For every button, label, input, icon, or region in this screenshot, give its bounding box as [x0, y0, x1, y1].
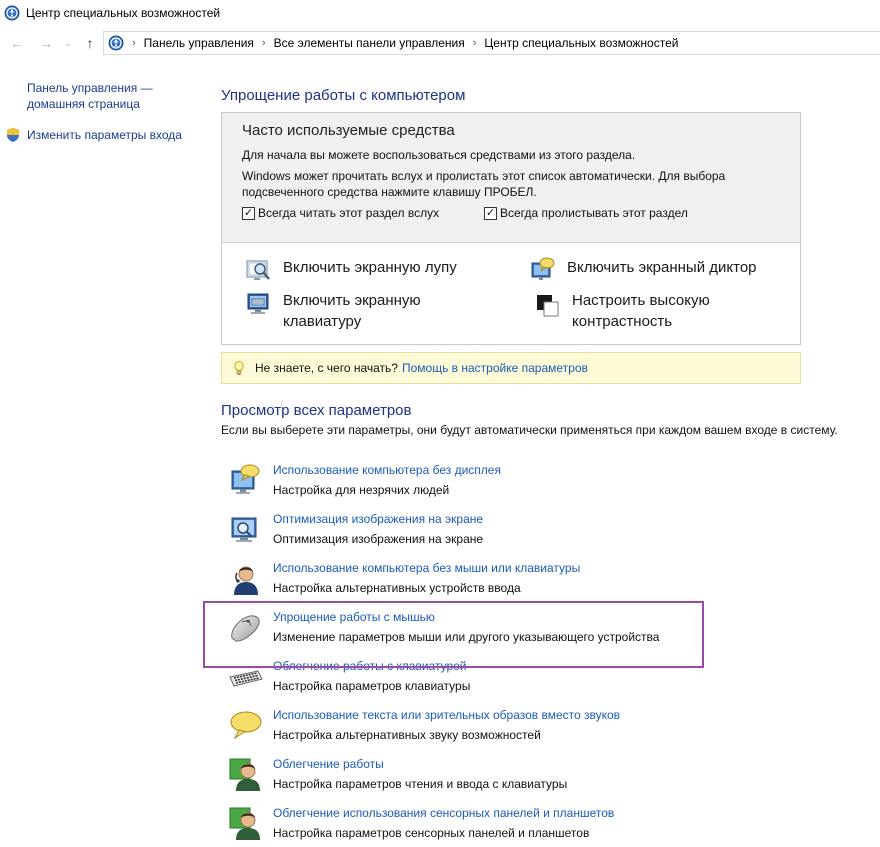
- always-read-checkbox[interactable]: [242, 206, 439, 220]
- help-tip-bar: [221, 352, 801, 384]
- high-contrast-label-line1[interactable]: Настроить высокую: [572, 292, 710, 309]
- accessibility-center-icon: [4, 5, 20, 21]
- breadcrumb-all-items[interactable]: Все элементы панели управления: [273, 36, 465, 50]
- easier-to-focus-description: Настройка параметров чтения и ввода с клавиатуры: [273, 777, 568, 791]
- quick-access-note-line1: Windows может прочитать вслух и пролистать этот список автоматически. Для выбора: [242, 169, 726, 183]
- text-instead-of-sounds-description: Настройка альтернативных звуку возможностей: [273, 728, 541, 742]
- always-scroll-label[interactable]: Всегда пролистывать этот раздел: [500, 206, 688, 220]
- high-contrast-label-line2[interactable]: контрастность: [572, 313, 673, 330]
- list-item-without-mouse-keyboard[interactable]: [228, 561, 828, 605]
- accessibility-center-icon: [108, 35, 124, 51]
- change-login-settings-link[interactable]: Изменить параметры входа: [27, 128, 182, 142]
- touch-tablets-link[interactable]: Облегчение использования сенсорных панелей и планшетов: [273, 806, 615, 820]
- display-magnify-icon[interactable]: [228, 512, 264, 548]
- quick-access-title: Часто используемые средства: [242, 122, 455, 139]
- mouse-settings-description: Изменение параметров мыши или другого указывающего устройства: [273, 630, 660, 644]
- keyboard-settings-description: Настройка параметров клавиатуры: [273, 679, 471, 693]
- up-arrow-icon[interactable]: ↑: [86, 35, 94, 51]
- breadcrumb-control-panel[interactable]: Панель управления: [143, 36, 254, 50]
- start-magnifier-button[interactable]: [245, 257, 457, 285]
- high-contrast-icon[interactable]: [534, 290, 562, 318]
- uac-shield-icon: [5, 127, 21, 143]
- set-up-high-contrast-button[interactable]: [534, 290, 710, 332]
- easier-to-see-description: Оптимизация изображения на экране: [273, 532, 484, 546]
- list-item-text-instead-of-sounds[interactable]: [228, 708, 828, 752]
- back-arrow-icon[interactable]: ←: [10, 35, 24, 51]
- breadcrumb-separator-icon[interactable]: ›: [261, 37, 266, 49]
- list-item-touch-tablets[interactable]: [228, 806, 828, 847]
- control-panel-home-link-line1[interactable]: Панель управления —: [27, 81, 153, 95]
- touch-tablets-description: Настройка параметров сенсорных панелей и планшетов: [273, 826, 590, 840]
- quick-access-intro: Для начала вы можете воспользоваться средствами из этого раздела.: [242, 148, 636, 162]
- help-settings-link[interactable]: Помощь в настройке параметров: [401, 361, 588, 375]
- navigation-bar: [0, 30, 880, 56]
- checkmark-icon[interactable]: ✓: [243, 206, 254, 219]
- without-mouse-keyboard-description: Настройка альтернативных устройств ввода: [273, 581, 521, 595]
- mouse-settings-link[interactable]: Упрощение работы с мышью: [273, 610, 435, 624]
- control-panel-home-link-line2[interactable]: домашняя страница: [27, 97, 140, 111]
- list-item-easier-to-see[interactable]: [228, 512, 828, 556]
- on-screen-keyboard-icon[interactable]: [245, 290, 273, 318]
- speech-bubble-icon[interactable]: [228, 708, 264, 744]
- quick-access-tools-panel: [221, 112, 801, 345]
- address-bar[interactable]: [103, 31, 880, 55]
- start-narrator-label[interactable]: Включить экранный диктор: [567, 259, 757, 276]
- always-read-label[interactable]: Всегда читать этот раздел вслух: [258, 206, 440, 220]
- checkmark-icon[interactable]: ✓: [485, 206, 496, 219]
- easier-to-see-link[interactable]: Оптимизация изображения на экране: [273, 512, 484, 526]
- list-item-without-display[interactable]: [228, 463, 828, 507]
- osk-label-line1[interactable]: Включить экранную: [283, 292, 421, 309]
- without-display-description: Настройка для незрячих людей: [273, 483, 450, 497]
- set-up-high-contrast-label[interactable]: [572, 290, 710, 332]
- without-display-link[interactable]: Использование компьютера без дисплея: [273, 463, 501, 477]
- magnifier-icon[interactable]: [245, 257, 273, 285]
- user-focus-icon[interactable]: [228, 757, 264, 793]
- breadcrumb-separator-icon[interactable]: ›: [132, 37, 136, 49]
- keyboard-settings-link[interactable]: Облегчение работы с клавиатурой: [273, 659, 467, 673]
- make-computer-easier-heading: Упрощение работы с компьютером: [221, 87, 466, 104]
- light-bulb-icon: [231, 360, 247, 376]
- without-mouse-keyboard-link[interactable]: Использование компьютера без мыши или клавиатуры: [273, 561, 581, 575]
- start-magnifier-label[interactable]: Включить экранную лупу: [283, 259, 457, 276]
- title-bar: [0, 0, 880, 26]
- easier-to-focus-link[interactable]: Облегчение работы: [273, 757, 384, 771]
- list-item-easier-to-focus[interactable]: [228, 757, 828, 801]
- highlight-box: [203, 601, 704, 668]
- quick-access-note-line2: подсвеченного средства нажмите клавишу ПРОБЕЛ.: [242, 185, 537, 199]
- narrator-icon[interactable]: [228, 463, 264, 499]
- window-title: Центр специальных возможностей: [26, 6, 221, 20]
- user-touch-icon[interactable]: [228, 806, 264, 842]
- narrator-icon[interactable]: [529, 257, 557, 285]
- control-panel-home-link[interactable]: [27, 80, 153, 112]
- recent-locations-chevron-icon[interactable]: ⌄: [64, 37, 72, 48]
- always-scroll-checkbox[interactable]: [484, 206, 688, 220]
- tip-text: Не знаете, с чего начать?: [255, 361, 398, 375]
- text-instead-of-sounds-link[interactable]: Использование текста или зрительных образов вместо звуков: [273, 708, 621, 722]
- quick-access-header: [222, 113, 800, 243]
- start-on-screen-keyboard-button[interactable]: [245, 290, 421, 332]
- start-narrator-button[interactable]: [529, 257, 757, 285]
- forward-arrow-icon[interactable]: →: [39, 35, 53, 51]
- breadcrumb-separator-icon[interactable]: ›: [472, 37, 477, 49]
- explore-all-settings-heading: Просмотр всех параметров: [221, 402, 412, 419]
- start-on-screen-keyboard-label[interactable]: [283, 290, 421, 332]
- explore-all-settings-description: Если вы выберете эти параметры, они будут автоматически применяться при каждом вашем входе в систему.: [221, 423, 838, 437]
- user-speech-icon[interactable]: [228, 561, 264, 597]
- breadcrumb-ease-of-access[interactable]: Центр специальных возможностей: [484, 36, 679, 50]
- osk-label-line2[interactable]: клавиатуру: [283, 313, 362, 330]
